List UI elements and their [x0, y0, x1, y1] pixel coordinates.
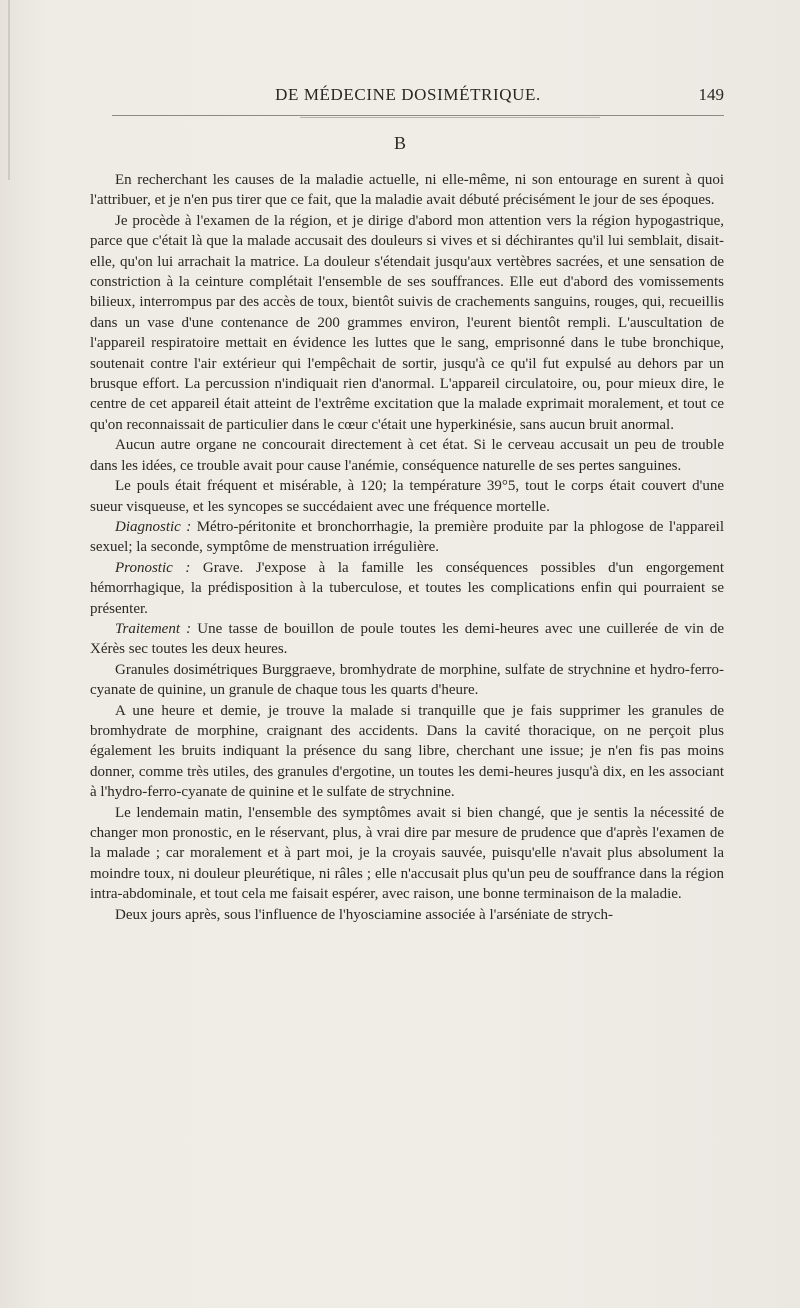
paragraph-pronostic: Pronostic : Grave. J'expose à la famille les conséquences possibles d'un engorgement hémorrhagique, la prédisposition à la tuberculose, et toutes les complications enfin qui pourraient se présenter. — [90, 559, 724, 617]
traitement-label: Traitement : — [115, 620, 192, 637]
paragraph: A une heure et demie, je trouve la malade si tranquille que je fais supprimer les granules de bromhydrate de morphine, craignant des accidents. Dans la cavité thoracique, on ne perçoit plus également les bruits indiquant la présence du sang libre, cherchant une issue; je n'en fis pas moins donner, comme très utiles, des granules d'ergotine, un toutes les demi-heures jusqu'à dix, en les associant à l'hydro-ferro-cyanate de quinine et le sulfate de strychnine. — [90, 702, 724, 801]
paragraph-traitement: Traitement : Une tasse de bouillon de poule toutes les demi-heures avec une cuillerée de vin de Xérès sec toutes les deux heures. — [90, 620, 725, 658]
body-text — [90, 170, 724, 925]
header-rule-secondary — [300, 117, 600, 118]
pronostic-label: Pronostic : — [115, 559, 191, 576]
paragraph: Je procède à l'examen de la région, et je dirige d'abord mon attention vers la région hypogastrique, parce que c'était là que la malade accusait des douleurs si vives et si déchirantes qu'il lui semblait, disait-elle, qu'on lui arrachait la matrice. La douleur s'étendait jusqu'aux vertèbres sacrées, et une sensation de constriction à la ceinture complétait l'ensemble de ses souffrances. Elle eut d'abord des vomissements bilieux, interrompus par des accès de toux, bientôt suivis de crachements sanguins, rouges, qui, recueillis dans un vase d'une contenance de 200 grammes environ, l'eurent bientôt rempli. L'auscultation de l'appareil respiratoire mettait en évidence les luttes que le sang, emprisonné dans le tube bronchique, soutenait contre l'air extérieur qui l'empêchait de sortir, jusqu'à ce qu'il fut expulsé au dehors par un brusque effort. La percussion n'indiquait rien d'anormal. L'appareil circulatoire, ou, pour mieux dire, le centre de cet appareil était atteint de l'extrême excitation que la malade exprimait moralement, et tout ce qu'on reconnaissait de particulier dans le cœur c'était une hyperkinésie, sans aucun bruit anormal. — [90, 212, 724, 433]
paragraph: Aucun autre organe ne concourait directement à cet état. Si le cerveau accusait un peu de trouble dans les idées, ce trouble avait pour cause l'anémie, conséquence naturelle de ses pertes sanguines. — [90, 437, 724, 474]
paragraph: Deux jours après, sous l'influence de l'hyosciamine associée à l'arséniate de strych- — [115, 906, 613, 923]
running-title: DE MÉDECINE DOSIMÉTRIQUE. — [275, 85, 541, 104]
page-header — [90, 84, 726, 108]
diagnostic-label: Diagnostic : — [115, 518, 192, 535]
paragraph-diagnostic: Diagnostic : Métro-péritonite et bronchorrhagie, la première produite par la phlogose de l'appareil sexuel; la seconde, symptôme de menstruation irrégulière. — [90, 518, 724, 556]
paragraph: Le lendemain matin, l'ensemble des symptômes avait si bien changé, que je sentis la nécessité de changer mon pronostic, en le réservant, plus, à vrai dire par mesure de prudence que d'après l'examen de la malade ; car moralement et à part moi, je la croyais sauvée, puisqu'elle n'avait plus absolument la moindre toux, ni douleur pleurétique, ni râles ; elle n'accusait plus qu'un peu de souffrance dans la région intra-abdominale, et tout cela me faisait espérer, avec raison, une bonne terminaison de la maladie. — [90, 804, 724, 903]
paragraph: En recherchant les causes de la maladie actuelle, ni elle-même, ni son entourage en surent à quoi l'attribuer, et je n'en pus tirer que ce fait, que la maladie avait débuté précisément le jour de ses époques. — [90, 172, 724, 209]
section-heading: B — [393, 133, 406, 153]
header-rule — [112, 115, 724, 116]
paragraph: Le pouls était fréquent et misérable, à 120; la température 39°5, tout le corps était couvert d'une sueur visqueuse, et les syncopes se succédaient avec une fréquence mortelle. — [90, 478, 724, 515]
paragraph: Granules dosimétriques Burggraeve, bromhydrate de morphine, sulfate de strychnine et hydro-ferro-cyanate de quinine, un granule de chaque tous les quarts d'heure. — [90, 661, 724, 699]
page-number: 149 — [698, 85, 724, 104]
